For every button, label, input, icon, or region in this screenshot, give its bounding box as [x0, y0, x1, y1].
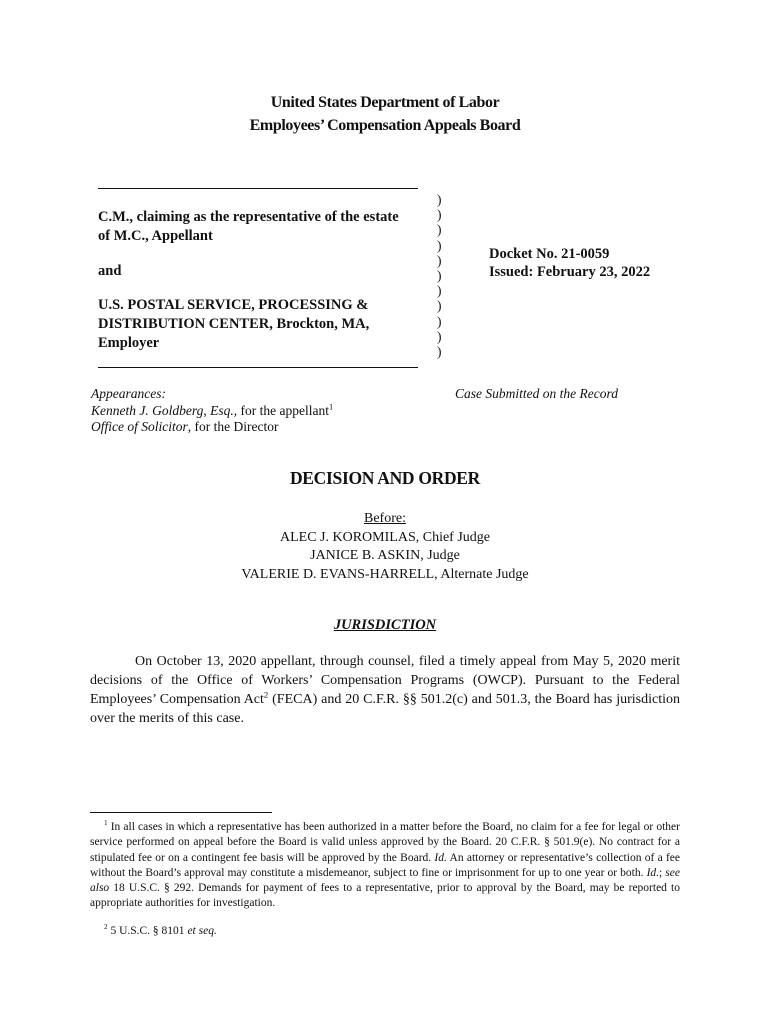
- employer-caption: [98, 296, 428, 353]
- paren: ): [437, 237, 442, 253]
- judge-3: VALERIE D. EVANS-HARRELL, Alternate Judge: [241, 566, 529, 582]
- director-counsel: [91, 419, 471, 436]
- appearances-block: [91, 386, 471, 436]
- footnote-1-text: In all cases in which a representative has been authorized in a matter before the Board, no claim for a fee for legal or other service performed on appeal before the Board is valid unless approved by the Board. 20 C.F.R. § 501.9(e). No contract for a stipulated fee or on a contingent fee basis will be approved by the Board.: [90, 821, 680, 864]
- paren: ): [437, 207, 442, 223]
- paren: ): [437, 283, 442, 299]
- paren: ): [437, 252, 442, 268]
- judge-1: ALEC J. KOROMILAS, Chief Judge: [280, 529, 490, 545]
- footnote-ref-2[interactable]: 2: [263, 689, 269, 700]
- solicitor-name: Office of Solicitor: [91, 419, 188, 434]
- before-label: Before:: [364, 511, 406, 526]
- appellant-line-2: of M.C., Appellant: [98, 228, 213, 244]
- judges-panel: [0, 510, 770, 584]
- paren: ): [437, 222, 442, 238]
- footnote-ref-1[interactable]: 1: [328, 402, 334, 411]
- jurisdiction-paragraph: [90, 652, 680, 728]
- board-title: Employees’ Compensation Appeals Board: [249, 117, 521, 134]
- jurisdiction-text-2: (FECA) and 20 C.F.R. §§ 501.2(c) and 501.3, the Board has jurisdiction over the merits of this case.: [90, 692, 681, 726]
- employer-line-3: Employer: [98, 335, 160, 351]
- footnote-1-id: Id.: [434, 851, 447, 864]
- employer-line-1: U.S. POSTAL SERVICE, PROCESSING &: [98, 297, 369, 313]
- jurisdiction-text-1: On October 13, 2020 appellant, through counsel, filed a timely appeal from May 5, 2020 merit decisions of the Office of Workers’ Compensation Programs (OWCP). Pursuant to the Federal Employees’ Compensation Act: [90, 654, 680, 707]
- footnote-2-number: 2: [104, 923, 108, 932]
- counsel-role: , for the appellant: [233, 402, 329, 418]
- footnote-1-id-2: Id.: [646, 866, 660, 879]
- docket-number: Docket No. 21-0059: [489, 246, 610, 262]
- employer-line-2: DISTRIBUTION CENTER, Brockton, MA,: [98, 316, 370, 332]
- footnote-separator: [90, 812, 272, 813]
- footnote-2-text: 5 U.S.C. § 8101: [107, 925, 188, 937]
- footnote-1-text-2: An attorney or representative’s collection of a fee without the Board’s approval may constitute a misdemeanor, subject to fine or imprisonment for up to one year or both.: [90, 851, 680, 879]
- appellant-counsel: [91, 403, 471, 420]
- decision-title: DECISION AND ORDER: [289, 468, 481, 488]
- paren: ): [437, 328, 442, 344]
- paren: ): [437, 298, 442, 314]
- footnote-1-number: 1: [104, 819, 108, 828]
- footnote-2: [104, 924, 664, 939]
- footnote-1-sep: ;: [659, 866, 666, 879]
- paren: ): [437, 344, 442, 360]
- case-submitted: Case Submitted on the Record: [455, 386, 618, 401]
- judge-2: JANICE B. ASKIN, Judge: [310, 548, 460, 563]
- caption-paren-column: [437, 192, 442, 359]
- paren: ): [437, 268, 442, 284]
- footnote-2-et-seq: et seq.: [187, 925, 217, 937]
- caption-bottom-rule: [98, 367, 418, 368]
- caption-and: and: [98, 263, 122, 279]
- paren: ): [437, 192, 442, 207]
- jurisdiction-heading: JURISDICTION: [333, 617, 437, 633]
- agency-title: United States Department of Labor: [270, 94, 500, 111]
- caption-top-rule: [98, 188, 418, 189]
- appearances-label: Appearances:: [91, 386, 166, 401]
- appellant-line-1: C.M., claiming as the representative of the estate: [98, 209, 399, 225]
- counsel-name: Kenneth J. Goldberg, Esq.: [91, 402, 234, 418]
- issued-date: Issued: February 23, 2022: [489, 264, 651, 280]
- appellant-caption: [98, 208, 428, 246]
- footnote-1-see-also: see also: [90, 866, 680, 895]
- footnote-1: [90, 820, 680, 912]
- footnote-1-text-3: 18 U.S.C. § 292. Demands for payment of fees to a representative, prior to approval by the Board, may be reported to appropriate authorities for investigation.: [90, 882, 680, 910]
- paren: ): [437, 313, 442, 329]
- docket-block: [489, 245, 650, 281]
- solicitor-role: , for the Director: [187, 419, 279, 434]
